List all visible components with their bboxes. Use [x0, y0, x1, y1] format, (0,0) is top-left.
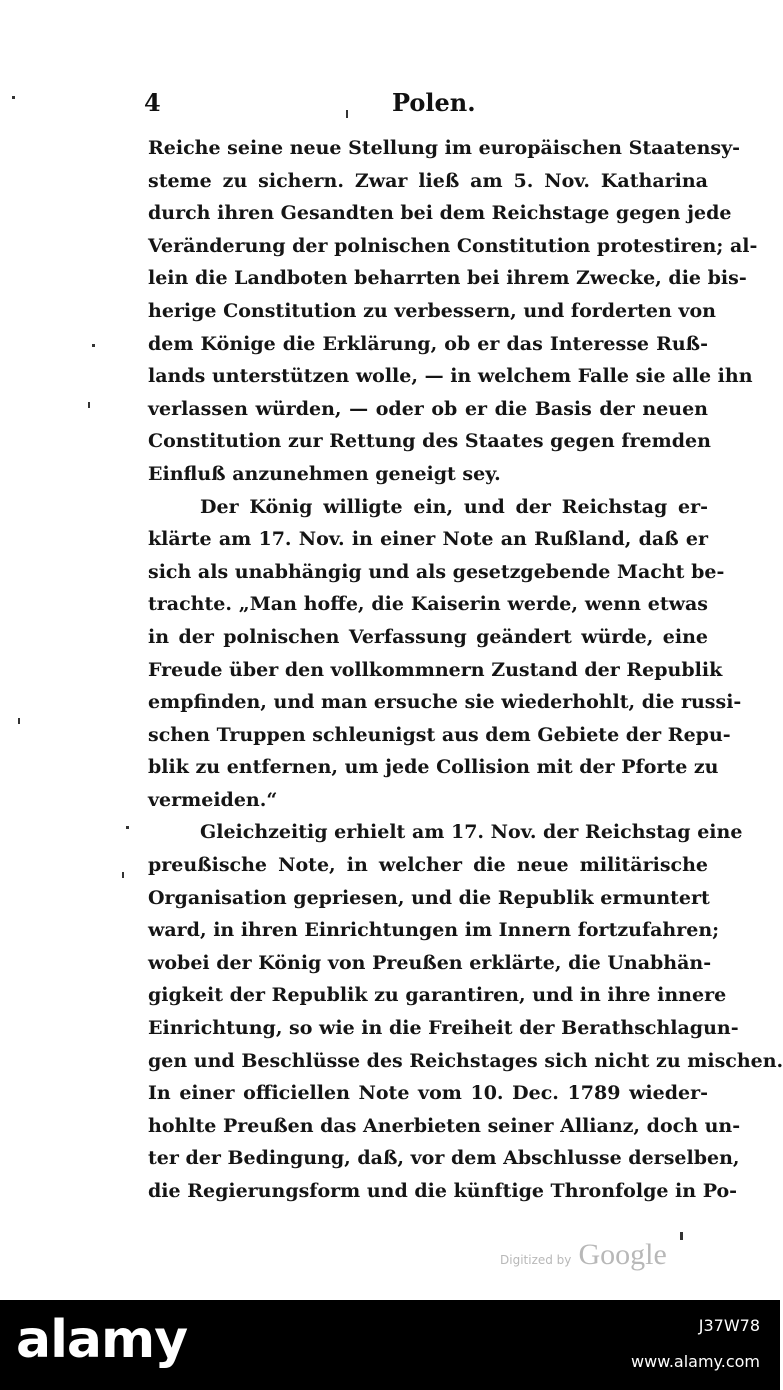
text-line: Einrichtung, so wie in die Freiheit der Berathschlagun- [148, 1017, 739, 1040]
text-line: Gleichzeitig erhielt am 17. Nov. der Reichstag eine [200, 821, 743, 844]
scan-speck [12, 96, 15, 99]
text-line: die Regierungsform und die künftige Thronfolge in Po- [148, 1180, 738, 1202]
text-line: durch ihren Gesandten bei dem Reichstage gegen jede [148, 202, 732, 225]
text-line: vermeiden.“ [148, 788, 278, 811]
scan-speck [18, 718, 20, 724]
text-line: Reiche seine neue Stellung im europäischen Staatensy- [148, 137, 741, 159]
page-header [140, 88, 700, 124]
text-line: Einfluß anzunehmen geneigt sey. [148, 462, 501, 485]
text-line: In einer officiellen Note vom 10. Dec. 1789 wieder- [148, 1082, 708, 1105]
text-line: wobei der König von Preußen erklärte, die Unabhän- [148, 951, 712, 974]
text-line: in der polnischen Verfassung geändert würde, eine [148, 625, 708, 648]
google-logo: Google [578, 1238, 667, 1271]
text-line: dem Könige die Erklärung, ob er das Interesse Ruß- [148, 332, 708, 355]
body-text [148, 132, 783, 1208]
text-line: gen und Beschlüsse des Reichstages sich nicht zu mischen. [148, 1049, 783, 1072]
running-title: Polen. [392, 88, 476, 117]
text-line: preußische Note, in welcher die neue militärische [148, 854, 708, 877]
text-line: klärte am 17. Nov. in einer Note an Rußland, daß er [148, 528, 708, 551]
stock-image-id: J37W78 [698, 1316, 760, 1335]
text-line: gigkeit der Republik zu garantiren, und in ihre innere [148, 984, 727, 1007]
page-number: 4 [144, 88, 161, 117]
text-line: sich als unabhängig und als gesetzgebende Macht be- [148, 560, 725, 583]
text-line: Organisation gepriesen, und die Republik ermuntert [148, 886, 710, 909]
text-line: blik zu entfernen, um jede Collision mit der Pforte zu [148, 756, 719, 779]
text-line: ter der Bedingung, daß, vor dem Abschlusse derselben, [148, 1147, 740, 1170]
text-line: schen Truppen schleunigst aus dem Gebiete der Repu- [148, 723, 731, 746]
watermark-prefix: Digitized by [500, 1253, 572, 1267]
text-line: hohlte Preußen das Anerbieten seiner Allianz, doch un- [148, 1114, 741, 1137]
text-line: herige Constitution zu verbessern, und forderten von [148, 299, 716, 322]
stock-url: www.alamy.com [631, 1352, 760, 1371]
text-line: ward, in ihren Einrichtungen im Innern fortzufahren; [148, 919, 720, 942]
alamy-logo: alamy [16, 1310, 188, 1370]
text-line: empfinden, und man ersuche sie wiederhohlt, die russi- [148, 691, 742, 714]
text-line: trachte. „Man hoffe, die Kaiserin werde, wenn etwas [148, 593, 708, 616]
text-line: Constitution zur Rettung des Staates gegen fremden [148, 430, 711, 453]
text-line: Der König willigte ein, und der Reichstag er- [200, 495, 708, 518]
text-line: lands unterstützen wolle, — in welchem Falle sie alle ihn [148, 365, 753, 388]
text-line: lein die Landboten beharrten bei ihrem Zwecke, die bis- [148, 267, 747, 290]
text-line: verlassen würden, — oder ob er die Basis der neuen [148, 397, 708, 420]
scan-speck [122, 872, 124, 878]
scan-speck [126, 826, 129, 829]
scan-speck [88, 402, 90, 408]
digitized-by-google-watermark [500, 1238, 667, 1278]
stock-watermark-banner [0, 1300, 780, 1390]
text-line: Freude über den vollkommnern Zustand der Republik [148, 658, 723, 681]
scan-speck [680, 1232, 683, 1240]
text-line: steme zu sichern. Zwar ließ am 5. Nov. Katharina [148, 169, 708, 192]
scan-speck [92, 344, 95, 347]
text-line: Veränderung der polnischen Constitution protestiren; al- [148, 234, 758, 257]
scan-speck [346, 110, 348, 118]
